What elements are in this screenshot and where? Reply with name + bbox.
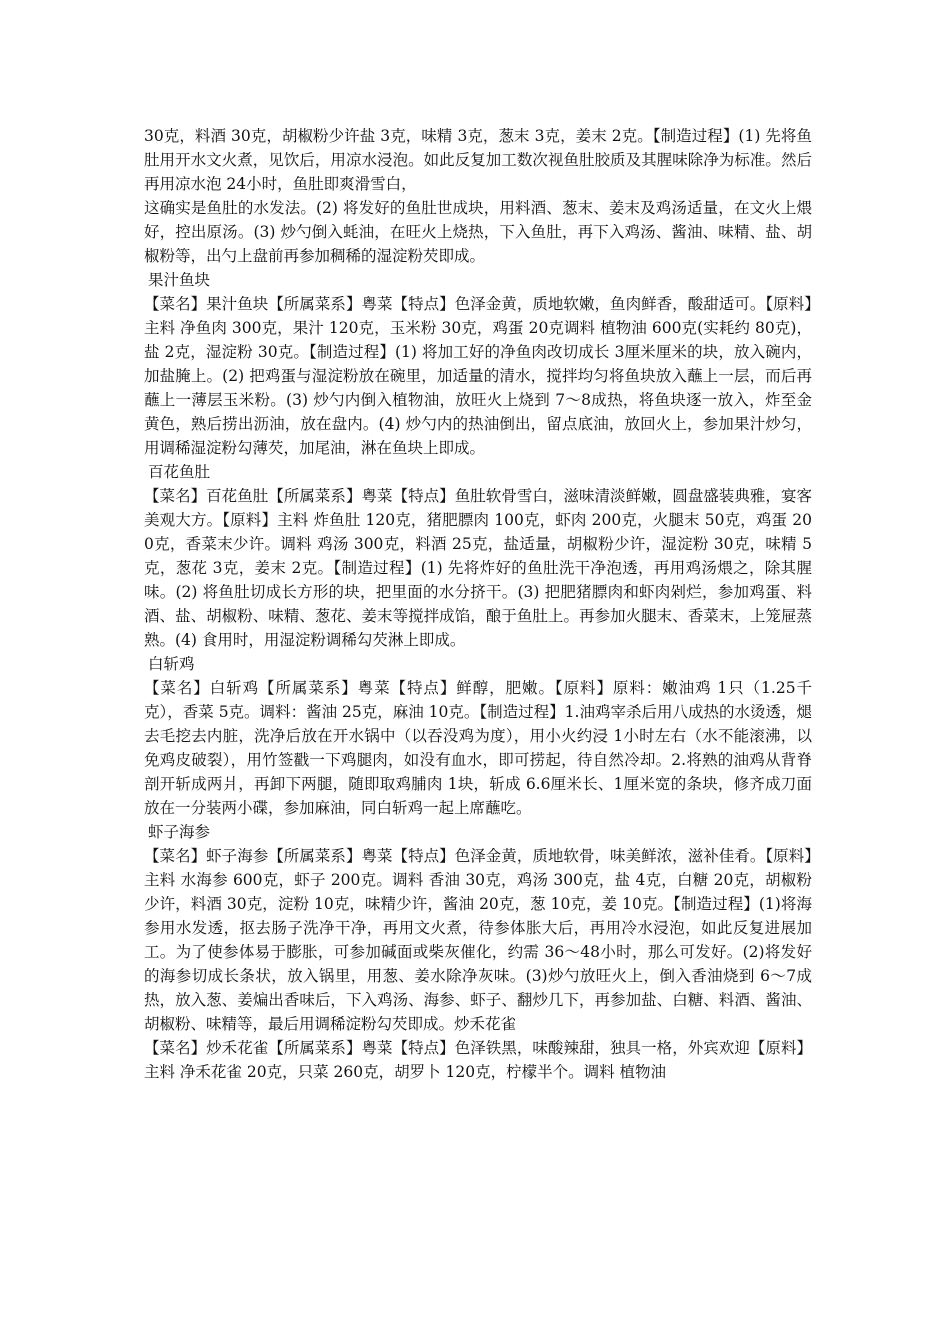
dish-title-guozhi-yukuai: 果汁鱼块 xyxy=(148,271,211,289)
dish-title-baihua-yudu: 百花鱼肚 xyxy=(148,463,211,481)
document-body xyxy=(144,124,812,1084)
paragraph-yudu-process-continued: 这确实是鱼肚的水发法。(2) 将发好的鱼肚世成块，用料酒、葱末、姜末及鸡汤适量，在文火上煨好，控出原汤。(3) 炒勺倒入蚝油，在旺火上烧热，下入鱼肚，再下入鸡汤、酱油、味精、盐、胡椒粉等，出勺上盘前再参加稠稀的湿淀粉芡即成。 xyxy=(144,199,812,265)
paragraph-yudu-process: 30克，料酒 30克，胡椒粉少许盐 3克，味精 3克，葱末 3克，姜末 2克。【制造过程】(1) 先将鱼肚用开水文火煮，见饮后，用凉水浸泡。如此反复加工数次视鱼肚胶质及其腥味除净为标准。然后再用凉水泡 24小时，鱼肚即爽滑雪白， xyxy=(144,127,812,193)
dish-title-baizhanji: 白斩鸡 xyxy=(148,655,195,673)
paragraph-xiazi-haishen: 【菜名】虾子海参【所属菜系】粤菜【特点】色泽金黄，质地软骨，味美鲜浓，滋补佳肴。【原料】主料 水海参 600克，虾子 200克。调料 香油 30克，鸡汤 300克，盐 4克，白糖 20克，胡椒粉少许，料酒 30克，淀粉 10克，味精少许，酱油 20克，葱 10克，姜 10克。【制造过程】(1)将海参用水发透，抠去肠子洗净干净，再用文火煮，待参体胀大后，再用冷水浸泡，如此反复进展加工。为了使参体易于膨胀，可参加碱面或柴灰催化，约需 36～48小时，那么可发好。(2)将发好的海参切成长条状，放入锅里，用葱、姜水除净灰味。(3)炒勺放旺火上，倒入香油烧到 6～7成热，放入葱、姜煸出香味后，下入鸡汤、海参、虾子、翻炒几下，再参加盐、白糖、料酒、酱油、胡椒粉、味精等，最后用调稀淀粉勾芡即成。炒禾花雀 xyxy=(144,847,812,1033)
paragraph-baizhanji: 【菜名】白斩鸡【所属菜系】粤菜【特点】鲜醇，肥嫩。【原料】原料：嫩油鸡 1只（1.25千克），香菜 5克。调料：酱油 25克，麻油 10克。【制造过程】1.油鸡宰杀后用八成热的水烫透，煺去毛挖去内脏，洗净后放在开水锅中（以吞没鸡为度），用小火约浸 1小时左右（水不能滚沸，以免鸡皮破裂），用竹签戳一下鸡腿肉，如没有血水，即可捞起，待自然冷却。2.将熟的油鸡从背脊剖开斩成两爿，再卸下两腿，随即取鸡脯肉 1块，斩成 6.6厘米长、1厘米宽的条块，修齐成刀面放在一分装两小碟，参加麻油，同白斩鸡一起上席蘸吃。 xyxy=(144,679,812,817)
paragraph-guozhi-yukuai: 【菜名】果汁鱼块【所属菜系】粤菜【特点】色泽金黄，质地软嫩，鱼肉鲜香，酸甜适可。【原料】主料 净鱼肉 300克，果汁 120克，玉米粉 30克，鸡蛋 20克调料 植物油 600克(实耗约 80克)，盐 2克，湿淀粉 30克。【制造过程】(1) 将加工好的净鱼肉改切成长 3厘米厘米的块，放入碗内，加盐腌上。(2) 把鸡蛋与湿淀粉放在碗里，加适量的清水，搅拌均匀将鱼块放入蘸上一层，而后再蘸上一薄层玉米粉。(3) 炒勺内倒入植物油，放旺火上烧到 7～8成热，将鱼块逐一放入，炸至金黄色，熟后捞出沥油，放在盘内。(4) 炒勺内的热油倒出，留点底油，放回火上，参加果汁炒匀，用调稀湿淀粉勾薄芡，加尾油，淋在鱼块上即成。 xyxy=(144,295,812,457)
paragraph-chao-hehuaque: 【菜名】炒禾花雀【所属菜系】粤菜【特点】色泽铁黑，味酸辣甜，独具一格，外宾欢迎【原料】主料 净禾花雀 20克，只菜 260克，胡罗卜 120克，柠檬半个。调料 植物油 xyxy=(144,1039,812,1081)
dish-title-xiazi-haishen: 虾子海参 xyxy=(148,823,211,841)
paragraph-baihua-yudu: 【菜名】百花鱼肚【所属菜系】粤菜【特点】鱼肚软骨雪白，滋味清淡鲜嫩，圆盘盛装典雅，宴客美观大方。【原料】主料 炸鱼肚 120克，猪肥膘肉 100克，虾肉 200克，火腿末 50克，鸡蛋 200克，香菜末少许。调料 鸡汤 300克，料酒 25克，盐适量，胡椒粉少许，湿淀粉 30克，味精 5克，葱花 3克，姜末 2克。【制造过程】(1) 先将炸好的鱼肚洗干净泡透，再用鸡汤煨之，除其腥味。(2) 将鱼肚切成长方形的块，把里面的水分挤干。(3) 把肥猪膘肉和虾肉剁烂，参加鸡蛋、料酒、盐、胡椒粉、味精、葱花、姜末等搅拌成馅，酿于鱼肚上。再参加火腿末、香菜末，上笼屉蒸熟。(4) 食用时，用湿淀粉调稀勾芡淋上即成。 xyxy=(144,487,812,649)
